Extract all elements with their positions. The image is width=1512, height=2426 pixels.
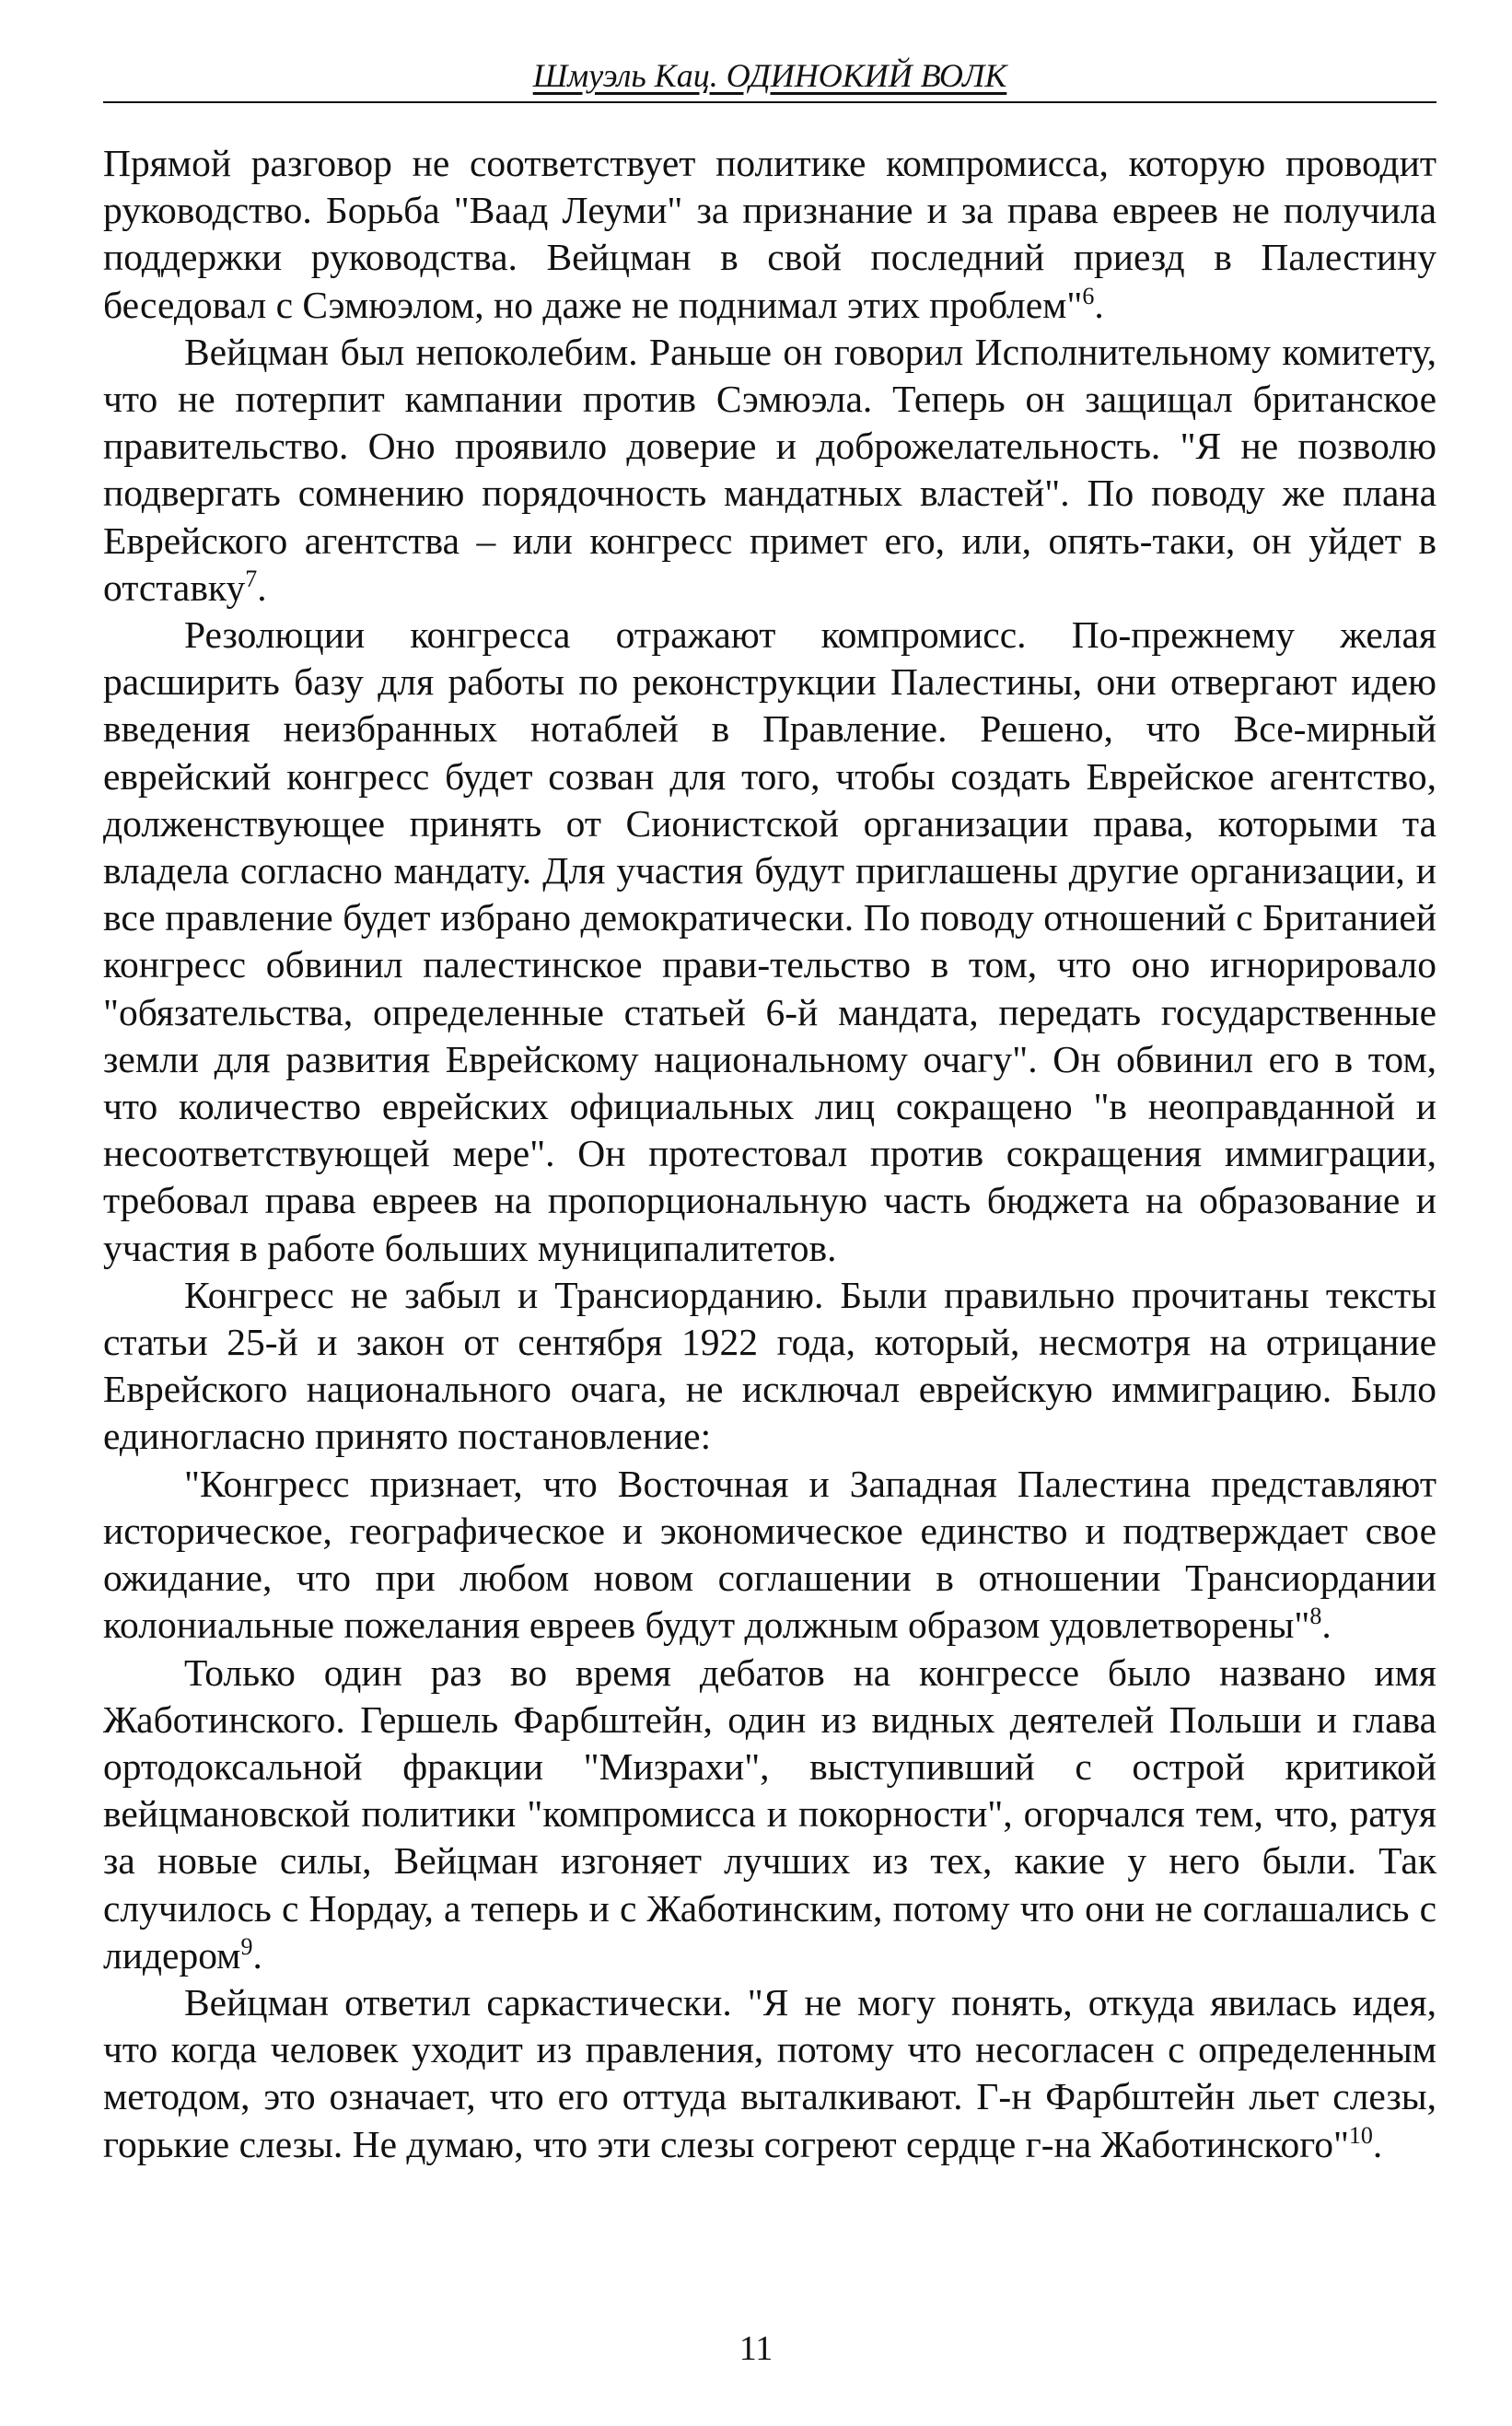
paragraph-2: Вейцман был непоколебим. Раньше он говорил Исполнительному комитету, что не потерпит кампании против Сэмюэла. Теперь он защищал британское правительство. Оно проявило доверие и доброжелательность. "Я не позволю подвергать сомнению порядочность мандатных властей". По поводу же плана Еврейского агентства – или конгресс примет его, или, опять-таки, он уйдет в отставку$^7$.	[103, 330, 1436, 609]
footnote-ref: 8	[1309, 1603, 1322, 1630]
paragraph-4	[103, 1272, 1436, 1461]
paragraph-text: Прямой разговор не соответствует политике компромисса, которую проводит руководство. Борьба "Ваад Леуми" за признание и за права евреев не получила поддержки руководства. Вейцман в свой последний приезд в Палестину беседовал с Сэмюэлом, но даже не поднимал этих проблем"	[103, 142, 1436, 326]
footnote-ref: 7	[245, 566, 258, 592]
running-head: Шмуэль Кац. ОДИНОКИЙ ВОЛК	[532, 57, 1007, 94]
paragraph-5-quote: "Конгресс признает, что Восточная и Западная Палестина представляют историческое, географическое и экономическое единство и подтверждает свое ожидание, что при любом новом соглашении в отношении Трансиордании колониальные пожелания евреев будут должным образом удовлетворены"$^8$.	[103, 1462, 1436, 1647]
paragraph-text: Только один раз во время дебатов на конгрессе было названо имя Жаботинского. Гершель Фарбштейн, один из видных деятелей Польши и глава ортодоксальной фракции "Мизрахи", выступивший с острой критикой вейцмановской политики "компромисса и покорности", огорчался тем, что, ратуя за новые силы, Вейцман изгоняет лучших из тех, какие у него были. Так случилось с Нордау, а теперь и с Жаботинским, потому что они не соглашались с лидером	[103, 1650, 1436, 1977]
paragraph-text: Вейцман был непоколебим. Раньше он говорил Исполнительному комитету, что не потерпит кампании против Сэмюэла. Теперь он защищал британское правительство. Оно проявило доверие и доброжелательность. "Я не позволю подвергать сомнению порядочность мандатных властей". По поводу же плана Еврейского агентства – или конгресс примет его, или, опять-таки, он уйдет в отставку	[103, 330, 1436, 609]
header-rule	[103, 101, 1436, 103]
footnote-ref: 10	[1348, 2121, 1373, 2149]
page	[103, 55, 1436, 2168]
paragraph-3	[103, 612, 1436, 1272]
body-text	[103, 140, 1436, 2168]
paragraph-text: Вейцман ответил саркастически. "Я не могу понять, откуда явилась идея, что когда человек уходит из правления, потому что несогласен с определенным методом, это означает, что его оттуда выталкивают. Г-н Фарбштейн льет слезы, горькие слезы. Не думаю, что эти слезы согреют сердце г-на Жаботинского"	[103, 1980, 1436, 2165]
footnote-ref: 9	[240, 1932, 253, 1960]
paragraph-text: "Конгресс признает, что Восточная и Западная Палестина представляют историческое, географическое и экономическое единство и подтверждает свое ожидание, что при любом новом соглашении в отношении Трансиордании колониальные пожелания евреев будут должным образом удовлетворены"	[103, 1462, 1436, 1647]
page-number: 11	[739, 2329, 773, 2368]
paragraph-text: Резолюции конгресса отражают компромисс. По-прежнему желая расширить базу для работы по реконструкции Палестины, они отвергают идею введения неизбранных нотаблей в Правление. Решено, что Все-мирный еврейский конгресс будет созван для того, чтобы создать Еврейское агентство, долженствующее принять от Сионистской организации права, которыми та владела согласно мандату. Для участия будут приглашены другие организации, и все правление будет избрано демократически. По поводу отношений с Британией конгресс обвинил палестинское прави-тельство в том, что оно игнорировало "обязательства, определенные статьей 6-й мандата, передать государственные земли для развития Еврейскому национальному очагу". Он обвинил его в том, что количество еврейских официальных лиц сокращено "в неоправданной и несоответствующей мере". Он протестовал против сокращения иммиграции, требовал права евреев на пропорциональную часть бюджета на образование и участия в работе больших муниципалитетов.	[103, 613, 1436, 1269]
paragraph-text: Конгресс не забыл и Трансиорданию. Были правильно прочитаны тексты статьи 25-й и закон от сентября 1922 года, который, несмотря на отрицание Еврейского национального очага, не исключал еврейскую иммиграцию. Было единогласно принято постановление:	[103, 1273, 1436, 1458]
paragraph-1: Прямой разговор не соответствует политике компромисса, которую проводит руководство. Борьба "Ваад Леуми" за признание и за права евреев не получила поддержки руководства. Вейцман в свой последний приезд в Палестину беседовал с Сэмюэлом, но даже не поднимал этих проблем"$^6$.	[103, 142, 1436, 326]
footnote-ref: 6	[1082, 282, 1095, 309]
paragraph-7: Вейцман ответил саркастически. "Я не могу понять, откуда явилась идея, что когда человек уходит из правления, потому что несогласен с определенным методом, это означает, что его оттуда выталкивают. Г-н Фарбштейн льет слезы, горькие слезы. Не думаю, что эти слезы согреют сердце г-на Жаботинского"$^{10}$.	[103, 1980, 1436, 2165]
paragraph-6: Только один раз во время дебатов на конгрессе было названо имя Жаботинского. Гершель Фарбштейн, один из видных деятелей Польши и глава ортодоксальной фракции "Мизрахи", выступивший с острой критикой вейцмановской политики "компромисса и покорности", огорчался тем, что, ратуя за новые силы, Вейцман изгоняет лучших из тех, какие у него были. Так случилось с Нордау, а теперь и с Жаботинским, потому что они не соглашались с лидером$^9$.	[103, 1650, 1436, 1977]
